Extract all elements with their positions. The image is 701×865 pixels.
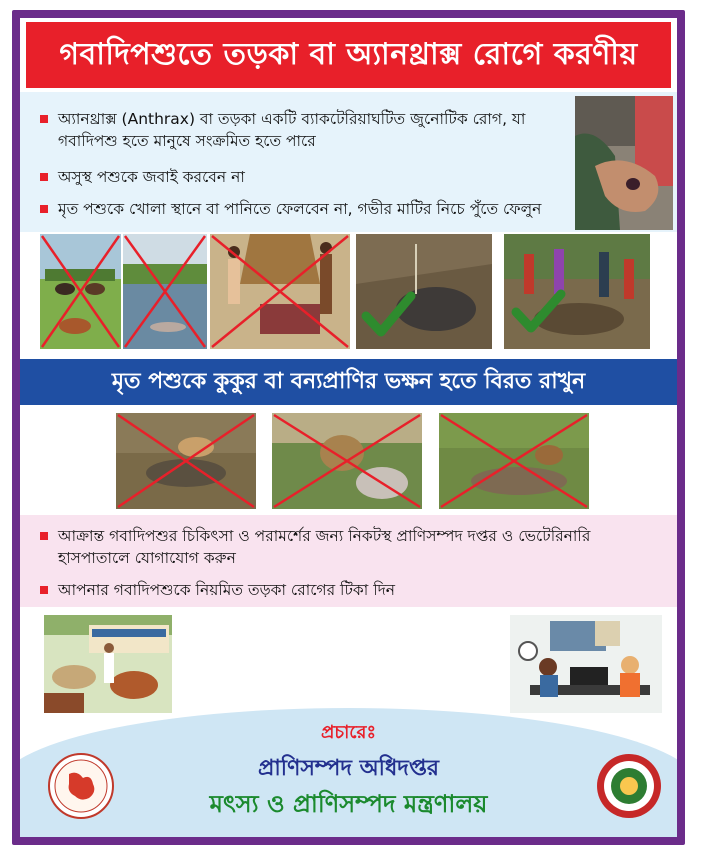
bullet-marker-icon bbox=[40, 173, 48, 181]
photo-dog-eating-carcass-1 bbox=[116, 413, 256, 509]
band-text: মৃত পশুকে কুকুর বা বন্যপ্রাণির ভক্ষন হতে বিরত রাখুন bbox=[111, 368, 586, 394]
bullet-marker-icon bbox=[40, 115, 48, 123]
bullet-anthrax-info: অ্যানথ্রাক্স (Anthrax) বা তড়কা একটি ব্যাকটেরিয়াঘটিত জুনোটিক রোগ, যা গবাদিপশু হতে মানুষে সংক্রমিত হতে পারে bbox=[40, 108, 573, 152]
bullet-marker-icon bbox=[40, 532, 48, 540]
bullet-marker-icon bbox=[40, 586, 48, 594]
photo-slaughter-scene bbox=[210, 234, 350, 349]
poster-title: গবাদিপশুতে তড়কা বা অ্যানথ্রাক্স রোগে করণীয় bbox=[59, 36, 638, 72]
dls-logo-icon bbox=[595, 752, 663, 820]
photo-carcass-open-field bbox=[40, 234, 121, 349]
photo-carcass-in-water bbox=[123, 234, 207, 349]
bullet-no-slaughter: অসুস্থ পশুকে জবাই করবেন না bbox=[40, 166, 573, 188]
vet-office-illustration bbox=[510, 615, 662, 713]
department-name: প্রাণিসম্পদ অধিদপ্তর bbox=[257, 756, 440, 781]
title-banner bbox=[26, 22, 671, 88]
bullet-bury-carcass: মৃত পশুকে খোলা স্থানে বা পানিতে ফেলবেন না, গভীর মাটির নিচে পুঁতে ফেলুন bbox=[40, 198, 598, 220]
poster-frame bbox=[12, 10, 685, 845]
ministry-name: মৎস্য ও প্রাণিসম্পদ মন্ত্রণালয় bbox=[209, 790, 488, 818]
photo-burial-pit bbox=[356, 234, 492, 349]
bullet-contact-vet: আক্রান্ত গবাদিপশুর চিকিৎসা ও পরামর্শের জন্য নিকটস্থ প্রাণিসম্পদ দপ্তর ও ভেটেরিনারি হাসপাতালে যোগাযোগ করুন bbox=[40, 525, 658, 569]
government-emblem-icon bbox=[47, 752, 115, 820]
photo-wild-animal-carcass bbox=[439, 413, 589, 509]
poster-canvas bbox=[20, 18, 677, 837]
bullet-vaccinate: আপনার গবাদিপশুকে নিয়মিত তড়কা রোগের টিকা দিন bbox=[40, 579, 658, 601]
skin-lesion-photo bbox=[575, 96, 673, 230]
photo-covering-burial bbox=[504, 234, 650, 349]
warning-band bbox=[20, 359, 677, 405]
vet-clinic-illustration bbox=[44, 615, 172, 713]
sponsor-label: প্রচারেঃ bbox=[320, 722, 377, 743]
photo-dog-eating-carcass-2 bbox=[272, 413, 422, 509]
bullet-marker-icon bbox=[40, 205, 48, 213]
